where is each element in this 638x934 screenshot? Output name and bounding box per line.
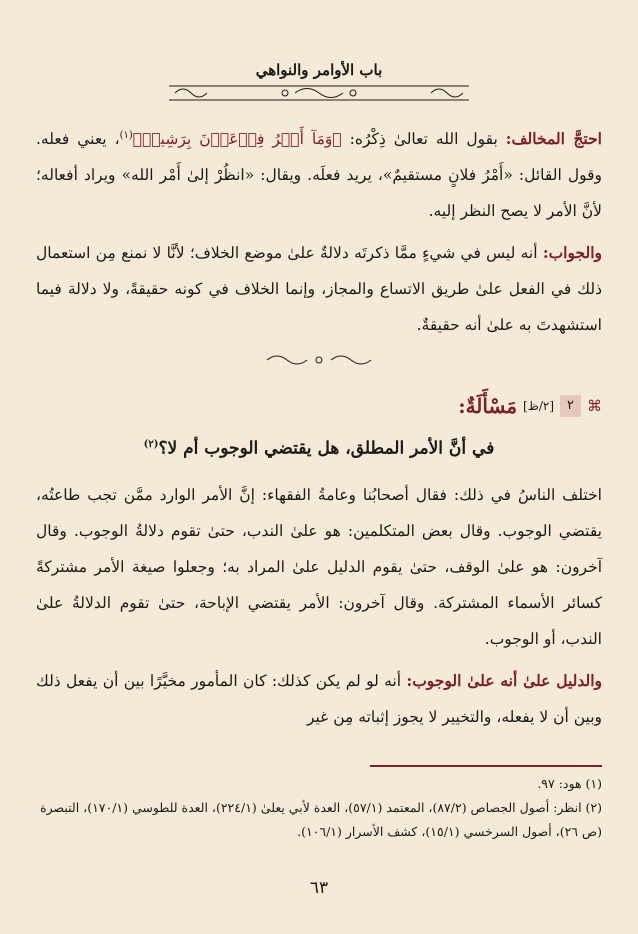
issue-heading-row [36,389,602,423]
footnote-2: (٢) انظر: أصول الجصاص (٨٧/٢)، المعتمد (٥٧/١)، العدة لأبي يعلىٰ (٢٢٤/١)، العدة للطوسي (١٧٠/١)، التبصرة (ص ٢٦)، أصول السرخسي (١٥/١)، كشف الأسرار (١٠٦/١). [40,800,602,839]
main-text [36,118,602,741]
paragraph-opponent-argument [36,118,602,229]
opponent-text-a: بقول الله تعالىٰ ذِكْرُه: [341,130,506,149]
issue-label: مَسْأَلَةٌ: [458,394,518,419]
header-ornament [165,80,473,106]
paragraph-evidence [36,663,602,735]
answer-lead: والجواب: [542,243,602,263]
evidence-lead: والدليل علىٰ أنه علىٰ الوجوب: [406,670,602,690]
footnote-separator [370,765,602,767]
issue-number-badge: ٢ [560,395,581,417]
footnotes [36,772,602,844]
answer-text: أنه ليس في شيءٍ ممَّا ذكرتَه دلالةٌ علىٰ موضع الخلاف؛ لأنَّا لا نمنع مِن استعمال ذلك في الفعل علىٰ طريق الاتساع والمجاز، وإنما الخلاف في كونه حقيقةً، ولا دلالة فيما استشهدتَ به علىٰ أنه حقيقةٌ. [36,244,602,335]
footnote-ref-2[interactable]: (٢) [143,439,159,451]
paragraph-answer [36,235,602,343]
issue-question [36,425,602,469]
issue-question-text: في أنَّ الأمر المطلق، هل يقتضي الوجوب أم لا؟ [158,438,495,459]
footnote-1: (١) هود: ٩٧. [537,776,602,791]
opponent-lead: احتجَّ المخالف: [505,129,602,149]
footnote-ref-1[interactable]: (١) [119,130,133,141]
opponent-text-b: ، يعني فعله. وقول القائل: «أَمْرُ فلانٍ مستقيمٌ»، يريد فعلَه. ويقال: «انظُرْ إلىٰ أَمْر الله» ويراد أفعاله؛ لأنَّ الأمر لا يصح النظر إليه. [36,130,602,221]
paragraph-disagreement: اختلف الناسُ في ذلك: فقال أصحابُنا وعامةُ الفقهاء: إنَّ الأمر الوارد ممَّن تجب طاعتُه، يقتضي الوجوب. وقال بعض المتكلمين: هو علىٰ الندب، حتىٰ تقوم دلالةُ الوجوب. وقال آخرون: هو علىٰ الوقف، حتىٰ يقوم الدليل علىٰ المراد به؛ وجعلوا صيغة الأمر مشتركةً كسائر الأسماء المشتركة. وقال آخرون: الأمر يقتضي الإباحة، حتىٰ تقوم الدلالةُ علىٰ الندب، أو الوجوب. [36,485,602,648]
ornament-icon: ⌘ [587,397,602,416]
manuscript-folio-ref: [٢/ظ] [523,399,555,414]
evidence-text: أنه لو لم يكن كذلك: كان المأمور مخيَّرًا بين أن يفعل ذلك وبين أن لا يفعله، والتخيير لا يجوز إثباته مِن غير [36,671,602,726]
page-number: ٦٣ [309,878,329,898]
section-divider-ornament [259,349,379,371]
quran-verse: ﴿وَمَآ أَمۡرُ فِرۡعَوۡنَ بِرَشِيدٖ﴾ [132,130,342,149]
running-header [0,58,638,108]
header-title: باب الأوامر والنواهي [255,61,383,79]
